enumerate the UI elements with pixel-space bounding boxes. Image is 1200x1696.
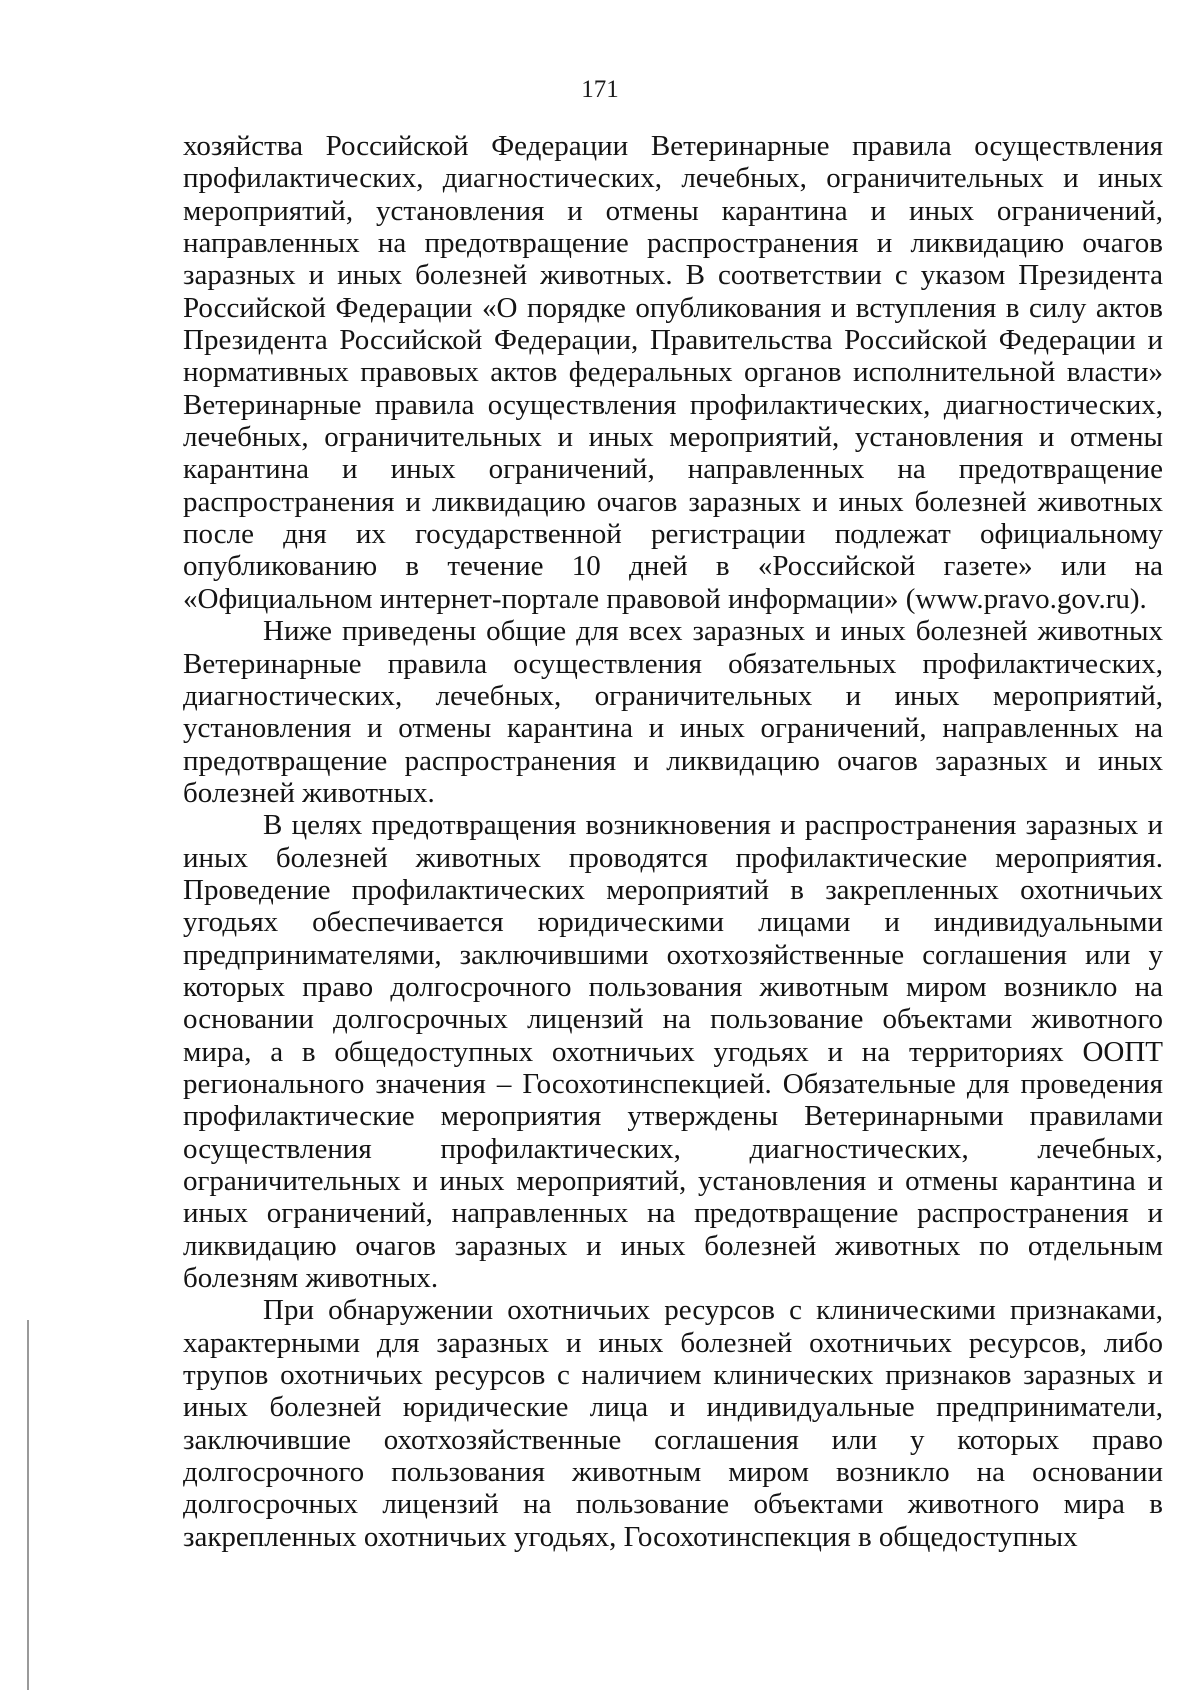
paragraph-detection: При обнаружении охотничьих ресурсов с клиническими признаками, характерными для заразных и иных болезней охотничьих ресурсов, либо трупов охотничьих ресурсов с наличием клинических признаков заразных и иных болезней юридические лица и индивидуальные предприниматели, заключившие охотхозяйственные соглашения или у которых право долгосрочного пользования животным миром возникло на основании долгосрочных лицензий на пользование объектами животного мира в закрепленных охотничьих угодьях, Госохотинспекция в общедоступных (183, 1294, 1163, 1553)
paragraph-continuation: хозяйства Российской Федерации Ветеринарные правила осуществления профилактических, диагностических, лечебных, ограничительных и иных мероприятий, установления и отмены карантина и иных ограничений, направленных на предотвращение распространения и ликвидацию очагов заразных и иных болезней животных. В соответствии с указом Президента Российской Федерации «О порядке опубликования и вступления в силу актов Президента Российской Федерации, Правительства Российской Федерации и нормативных правовых актов федеральных органов исполнительной власти» Ветеринарные правила осуществления профилактических, диагностических, лечебных, ограничительных и иных мероприятий, установления и отмены карантина и иных ограничений, направленных на предотвращение распространения и ликвидацию очагов заразных и иных болезней животных после дня их государственной регистрации подлежат официальному опубликованию в течение 10 дней в «Российской газете» или на «Официальном интернет-портале правовой информации» (www.pravo.gov.ru). (183, 130, 1163, 615)
paragraph-prevention: В целях предотвращения возникновения и распространения заразных и иных болезней животных проводятся профилактические мероприятия. Проведение профилактических мероприятий в закрепленных охотничьих угодьях обеспечивается юридическими лицами и индивидуальными предпринимателями, заключившими охотхозяйственные соглашения или у которых право долгосрочного пользования животным миром возникло на основании долгосрочных лицензий на пользование объектами животного мира, а в общедоступных охотничьих угодьях и на территориях ООПТ регионального значения – Госохотинспекцией. Обязательные для проведения профилактические мероприятия утверждены Ветеринарными правилами осуществления профилактических, диагностических, лечебных, ограничительных и иных мероприятий, установления и отмены карантина и иных ограничений, направленных на предотвращение распространения и ликвидацию очагов заразных и иных болезней животных по отдельным болезням животных. (183, 809, 1163, 1295)
scan-edge-line (27, 1320, 29, 1690)
document-body (183, 130, 1163, 1553)
page-number: 171 (581, 76, 619, 103)
paragraph-common-rules: Ниже приведены общие для всех заразных и иных болезней животных Ветеринарные правила осуществления обязательных профилактических, диагностических, лечебных, ограничительных и иных мероприятий, установления и отмены карантина и иных ограничений, направленных на предотвращение распространения и ликвидацию очагов заразных и иных болезней животных. (183, 615, 1163, 809)
